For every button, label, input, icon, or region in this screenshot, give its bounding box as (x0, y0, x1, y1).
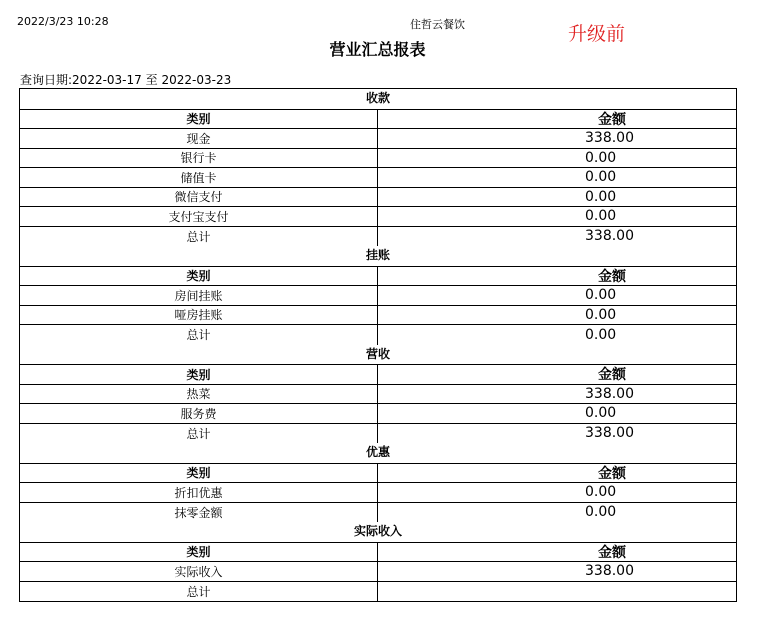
category-cell: 实际收入 (20, 562, 378, 581)
category-cell: 总计 (20, 424, 378, 444)
table-row (20, 286, 736, 306)
section-payments (20, 89, 736, 246)
category-cell: 总计 (20, 325, 378, 345)
total-row (20, 227, 736, 247)
amount-cell: 0.00 (585, 208, 617, 225)
category-cell: 总计 (20, 582, 378, 602)
section-title: 营收 (20, 345, 736, 366)
section-title: 优惠 (20, 443, 736, 464)
section-title: 实际收入 (20, 522, 736, 543)
category-cell: 支付宝支付 (20, 207, 378, 226)
section-revenue (20, 345, 736, 444)
report-title: 营业汇总报表 (329, 40, 426, 59)
category-cell: 房间挂账 (20, 286, 378, 305)
column-header-row (20, 543, 736, 563)
table-row (20, 562, 736, 582)
amount-cell: 0.00 (585, 326, 617, 343)
table-row (20, 503, 736, 523)
table-row (20, 483, 736, 503)
table-row (20, 207, 736, 227)
total-row (20, 582, 736, 602)
category-cell: 折扣优惠 (20, 483, 378, 502)
amount-cell: 0.00 (585, 169, 617, 186)
amount-cell: 0.00 (585, 504, 617, 521)
category-cell: 现金 (20, 129, 378, 148)
column-header-amount: 金额 (598, 111, 626, 128)
column-header-category: 类别 (20, 543, 378, 562)
version-badge: 升级前 (568, 23, 626, 45)
section-title: 挂账 (20, 246, 736, 267)
category-cell: 热菜 (20, 385, 378, 404)
amount-cell: 0.00 (585, 287, 617, 304)
column-header-amount: 金额 (598, 544, 626, 561)
section-title: 收款 (20, 89, 736, 110)
total-row (20, 325, 736, 345)
section-discounts (20, 443, 736, 522)
table-row (20, 306, 736, 326)
column-header-row (20, 464, 736, 484)
date-label: 查询日期: (20, 73, 73, 87)
column-header-row (20, 365, 736, 385)
category-cell: 抹零金额 (20, 503, 378, 523)
amount-cell: 0.00 (585, 306, 617, 323)
section-actual-income (20, 522, 736, 601)
amount-cell (378, 582, 735, 602)
category-cell: 总计 (20, 227, 378, 247)
company-name: 住哲云餐饮 (410, 18, 465, 31)
table-row (20, 149, 736, 169)
category-cell: 储值卡 (20, 168, 378, 187)
column-header-category: 类别 (20, 365, 378, 384)
column-header-amount: 金额 (598, 268, 626, 285)
amount-cell: 338.00 (585, 563, 634, 580)
amount-cell: 0.00 (585, 149, 617, 166)
category-cell: 微信支付 (20, 188, 378, 207)
amount-cell: 338.00 (585, 425, 634, 442)
report-table (19, 88, 737, 602)
table-row (20, 188, 736, 208)
query-date-range (20, 71, 231, 88)
column-header-category: 类别 (20, 110, 378, 129)
amount-cell: 338.00 (585, 130, 634, 147)
section-on-account (20, 246, 736, 345)
column-header-category: 类别 (20, 267, 378, 286)
date-to: 2022-03-23 (161, 73, 232, 87)
amount-cell: 0.00 (585, 484, 617, 501)
table-row (20, 129, 736, 149)
column-header-amount: 金额 (598, 465, 626, 482)
amount-cell: 338.00 (585, 385, 634, 402)
column-header-amount: 金额 (598, 367, 626, 384)
category-cell: 哑房挂账 (20, 306, 378, 325)
date-separator: 至 (145, 73, 158, 87)
print-timestamp: 2022/3/23 10:28 (17, 15, 109, 28)
column-header-row (20, 110, 736, 130)
category-cell: 服务费 (20, 404, 378, 423)
table-row (20, 168, 736, 188)
column-header-row (20, 267, 736, 287)
column-header-category: 类别 (20, 464, 378, 483)
amount-cell: 0.00 (585, 405, 617, 422)
amount-cell: 0.00 (585, 188, 617, 205)
total-row (20, 424, 736, 444)
category-cell: 银行卡 (20, 149, 378, 168)
amount-cell: 338.00 (585, 228, 634, 245)
date-from: 2022-03-17 (72, 73, 142, 87)
table-row (20, 385, 736, 405)
table-row (20, 404, 736, 424)
